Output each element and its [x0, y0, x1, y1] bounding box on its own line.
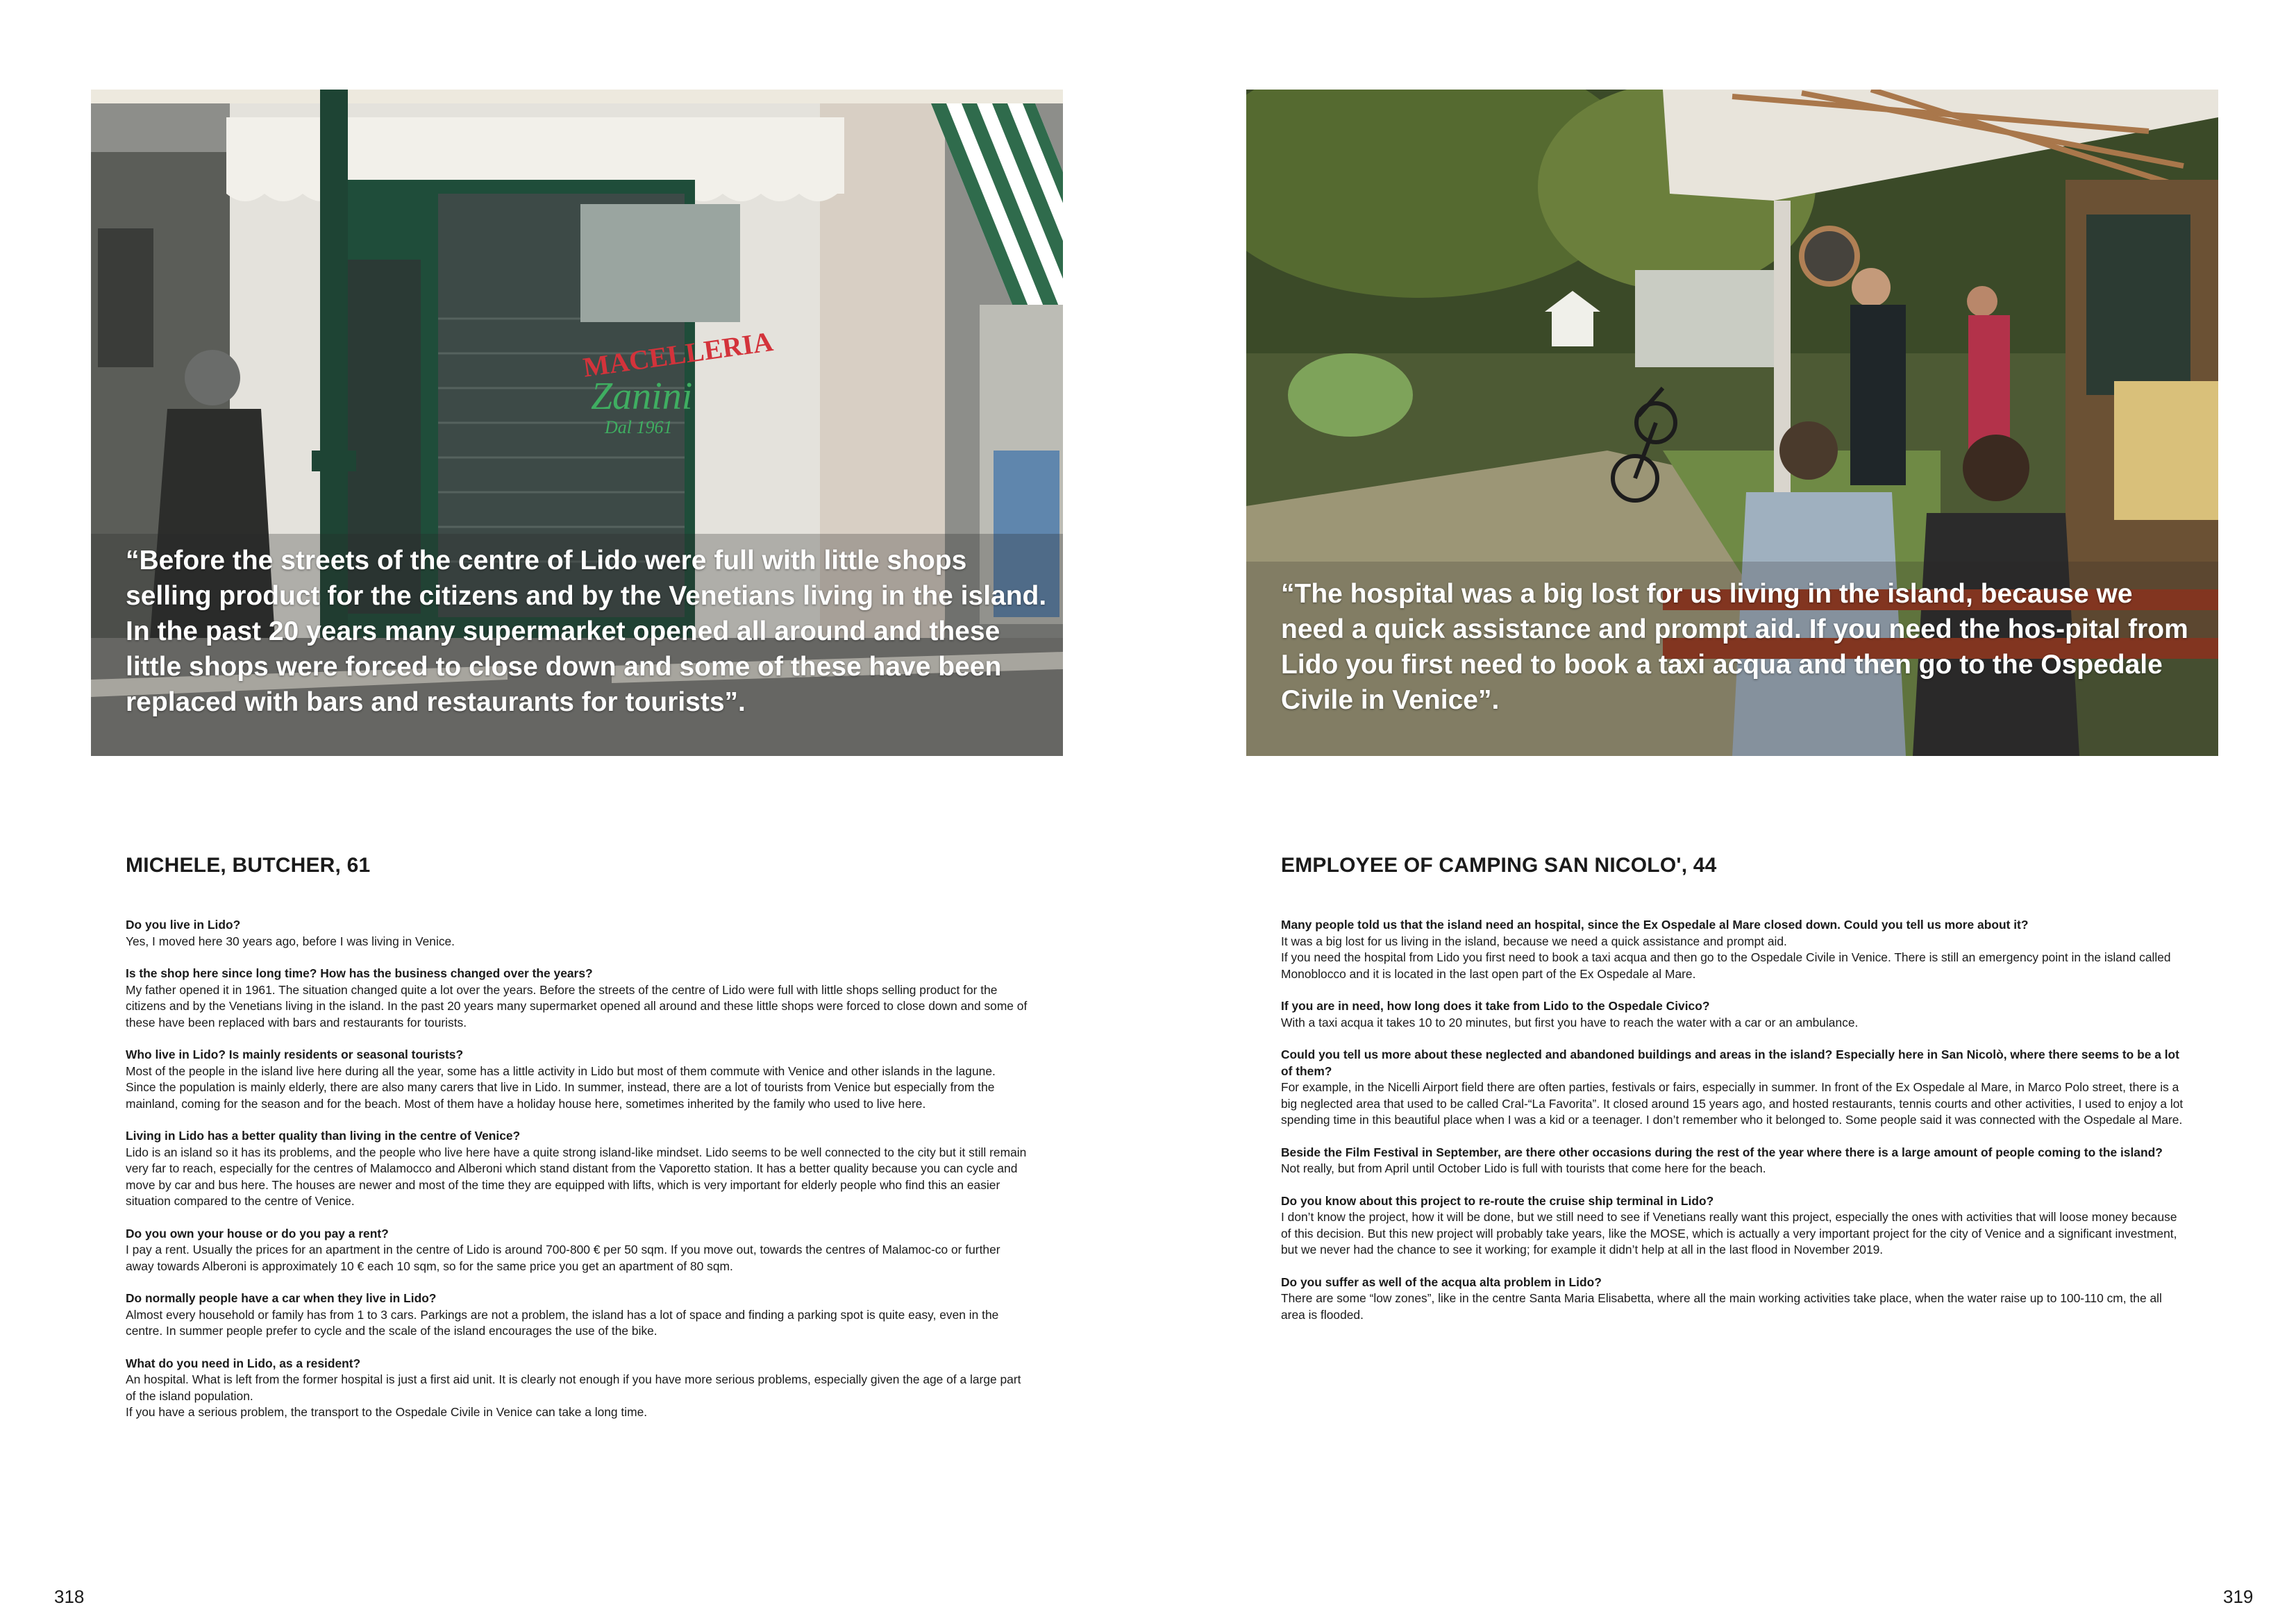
shop-sign-name: Zanini — [591, 375, 693, 418]
qa-item — [126, 1226, 1028, 1275]
qa-item — [1281, 917, 2184, 982]
answer: I don’t know the project, how it will be done, but we still need to see if Venetians really want this project, especially the ones with activities that will loose money because of this decision. But this new project will probably take years, like the MOSE, which is actually a very important project for the city of Venice and a significant investment, but we never had the chance to see it working; for example it didn’t help at all in the last flood in November 2019. — [1281, 1210, 2177, 1256]
question: If you are in need, how long does it take from Lido to the Ospedale Civico? — [1281, 999, 1710, 1013]
butcher-shop-photo — [91, 90, 1063, 756]
answer: My father opened it in 1961. The situation changed quite a lot over the years. Before the streets of the centre of Lido were full with little shops selling product for the citizens and by the Venetians living in the island. In the past 20 years many supermarket opened all around and these little shops were forced to close down and some of these have been replaced with bars and restaurants for tourists. — [126, 982, 1028, 1029]
qa-item — [1281, 1275, 2184, 1324]
interviewee-heading: EMPLOYEE OF CAMPING SAN NICOLO', 44 — [1281, 854, 1717, 877]
question: Is the shop here since long time? How has the business changed over the years? — [126, 966, 593, 980]
qa-item — [126, 1290, 1028, 1340]
question: Could you tell us more about these neglected and abandoned buildings and areas in the island? Especially here in San Nicolò, where there seems to be a lot of them? — [1281, 1048, 2179, 1078]
answer: Almost every household or family has from 1 to 3 cars. Parkings are not a problem, the island has a lot of space and finding a parking spot is quite easy, even in the centre. In summer people prefer to cycle and the scale of the island encourages the use of the bike. — [126, 1307, 999, 1338]
qa-item — [1281, 998, 2184, 1031]
question: Do you suffer as well of the acqua alta problem in Lido? — [1281, 1275, 1602, 1289]
page-number-left: 318 — [54, 1586, 85, 1607]
answer: Yes, I moved here 30 years ago, before I was living in Venice. — [126, 934, 455, 948]
qa-item — [126, 1128, 1028, 1210]
qa-item — [1281, 1193, 2184, 1259]
interview-column-right — [1281, 854, 2184, 1339]
answer: There are some “low zones”, like in the centre Santa Maria Elisabetta, where all the main working activities take place, when the water raise up to 100-110 cm, the all area is flooded. — [1281, 1291, 2162, 1322]
page-number-right: 319 — [2223, 1586, 2254, 1607]
answer: For example, in the Nicelli Airport field there are often parties, festivals or fairs, especially in summer. In front of the Ex Ospedale al Mare, in Marco Polo street, there is a big neglected area that used to be called Cral-“La Favorita”. It closed around 15 years ago, and hosted restaurants, tennis courts and other activities, I used to enjoy a lot spending time in this beautiful place when I was a kid or a teenager. I don’t remember who it belonged to. Some people said it was connected with the Ospedale al Mare. — [1281, 1080, 2184, 1127]
photo-quote: “Before the streets of the centre of Lido were full with little shops selling product for the citizens and by the Venetians living in the island. In the past 20 years many supermarket opened all around and these little shops were forced to close down and some of these have been replaced with bars and restaurants for tourists”. — [126, 546, 1047, 717]
answer: With a taxi acqua it takes 10 to 20 minutes, but first you have to reach the water with a car or an ambulance. — [1281, 1015, 1859, 1029]
answer: It was a big lost for us living in the island, because we need a quick assistance and prompt aid. If you need the hospital from Lido you first need to book a taxi acqua and then go to the Ospedale Civile in Venice. There is still an emergency point in the island called Monoblocco and it is located in the last open part of the Ex Ospedale al Mare. — [1281, 934, 2171, 981]
qa-item — [126, 966, 1028, 1031]
question: Do you know about this project to re-route the cruise ship terminal in Lido? — [1281, 1193, 1714, 1208]
question: Do you own your house or do you pay a rent? — [126, 1226, 389, 1241]
camping-photo — [1246, 90, 2218, 756]
answer: Most of the people in the island live here during all the year, some has a little activity in Lido but most of them commute with Venice and other islands in the lagune. Since the population is mainly elderly, there are also many carers that live in Lido. In summer, instead, there are a lot of tourists from Venice but especially from the mainland, coming for the season and for the beach. Most of them have a holiday house here, sometimes inherited by the family who used to live here. — [126, 1063, 996, 1111]
interview-column-left — [126, 854, 1028, 1437]
answer: An hospital. What is left from the former hospital is just a first aid unit. It is clearly not enough if you have more serious problems, especially given the age of a large part of the island population. If you have a serious problem, the transport to the Ospedale Civile in Venice can take a long time. — [126, 1372, 1021, 1419]
answer: I pay a rent. Usually the prices for an apartment in the centre of Lido is around 700-800 € per 50 sqm. If you move out, towards the centres of Malamoc-co or further away towards Alberoni is approximately 10 € each 10 sqm, so for the same price you get an apartment of 80 sqm. — [126, 1243, 1000, 1273]
question: Beside the Film Festival in September, are there other occasions during the rest of the year where there is a large amount of people coming to the island? — [1281, 1145, 2163, 1159]
question: Living in Lido has a better quality than living in the centre of Venice? — [126, 1129, 521, 1143]
shop-sign-date: Dal 1961 — [605, 417, 673, 437]
photo-quote: “The hospital was a big lost for us living in the island, because we need a quick assistance and prompt aid. If you need the hos-pital from Lido you first need to book a taxi acqua and then go to the Ospedale Civile in Venice”. — [1281, 579, 2188, 715]
question: Many people told us that the island need an hospital, since the Ex Ospedale al Mare closed down. Could you tell us more about it? — [1281, 918, 2029, 932]
interviewee-heading: MICHELE, BUTCHER, 61 — [126, 854, 371, 877]
question: Do normally people have a car when they live in Lido? — [126, 1291, 437, 1305]
qa-item — [1281, 1145, 2184, 1177]
qa-item — [126, 1047, 1028, 1112]
answer: Not really, but from April until October Lido is full with tourists that come here for the beach. — [1281, 1161, 1766, 1175]
qa-item — [126, 917, 1028, 950]
shop-sign-text: MACELLERIA — [580, 325, 776, 383]
qa-item — [126, 1356, 1028, 1421]
qa-item — [1281, 1047, 2184, 1129]
question: Do you live in Lido? — [126, 918, 241, 932]
answer: Lido is an island so it has its problems, and the people who live here have a quite strong island-like mindset. Lido seems to be well connected to the city but it still remain very far to reach, especially for the centres of Malamocco and Alberoni which stand distant from the Vaporetto station. It has a better quality because you can cycle and move by car and bus here. The houses are newer and most of the time they are equipped with lifts, which is very important for elderly people who find this an easier situation compared to the centre of Venice. — [126, 1145, 1027, 1208]
question: Who live in Lido? Is mainly residents or seasonal tourists? — [126, 1048, 464, 1061]
question: What do you need in Lido, as a resident? — [126, 1356, 361, 1370]
